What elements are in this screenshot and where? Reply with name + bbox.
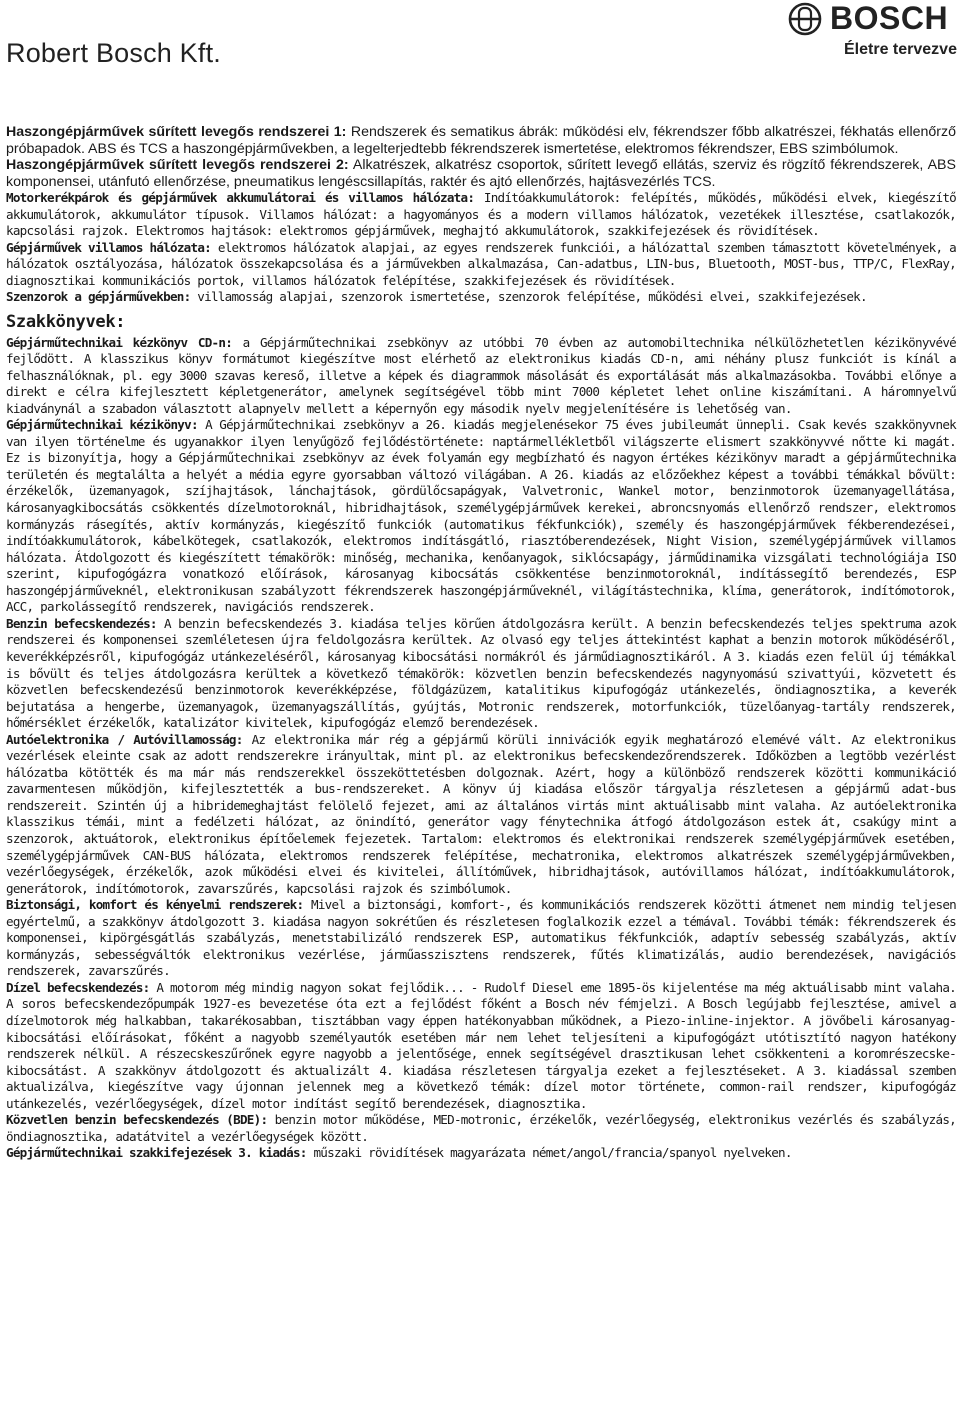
section-title: Szakkönyvek: [6, 312, 126, 333]
paragraph-text: Indítóakkumulátorok: felépítés, működés, működési elvek, kiegészítő akkumulátorok, akkumulátor típusok. Villamos hálózat: a hagyományos és a modern villamos hálózatok, vezetékek illesztése, csatlakozók, kapcsolási rajzok. Elektromos hajtások: elektromos gépjárművek, meghajtó akkumulátorok, szakkifejezések és rövidítések. [6, 190, 956, 239]
page-header [0, 0, 960, 90]
book-text: műszaki rövidítések magyarázata német/angol/francia/spanyol nyelveken. [306, 1145, 792, 1161]
book-title: Benzin befecskendezés: [6, 615, 157, 631]
book-title: Közvetlen benzin befecskendezés (BDE): [6, 1112, 268, 1128]
book-paragraph [6, 1112, 956, 1145]
book-paragraph [6, 732, 956, 897]
paragraph-title: Haszongépjárművek sűrített levegős rendszerei 1: [6, 124, 347, 140]
training-paragraph [6, 124, 956, 157]
book-title: Dízel befecskendezés: [6, 979, 150, 995]
paragraph-text: villamosság alapjai, szenzorok ismertetése, szenzorok felépítése, működési elvei, szakkifejezések. [190, 289, 867, 305]
book-text: A benzin befecskendezés 3. kiadása teljes körűen átdolgozásra került. A benzin befecskendezés teljes spektruma azok rendszerei és komponensei szemléletesen újra feldolgozásra kerültek. Az olvasó egy teljes áttekintést kaphat a benzin motorok működéséről, keverékképzésről, kipufogógáz utánkezeléséről, károsanyag kibocsátási normákról és járműdiagnosztikáról. A 3. kiadás ezen felül új témákkal is bővült és teljes átdolgozásra kerültek a következő témakörök: közvetlen benzin befecskendezés nagynyomású szivattyúi, közvetett és közvetlen befecskendezésű benzinmotorok keverékképzése, földgázüzem, katalitikus kipufogógáz utánkezelés, öndiagnosztika, a keverék bejutatása a hengerbe, üzemanyagok, üzemanyagszállítás, gyújtás, Motronic rendszerek, motorfunkciók, tüzelőanyag-tartály rendszerek, hőmérséklet érzékelők, katalizátor kivitelek, kipufogógáz elemző berendezések. [6, 615, 956, 731]
book-text: benzin motor működése, MED-motronic, érzékelők, vezérlőegység, elektronikus vezérlés és szabályzás, öndiagnosztika, adatátvitel a vezérlőegységek között. [6, 1112, 956, 1144]
book-title: Gépjárműtechnikai szakkifejezések 3. kiadás: [6, 1145, 307, 1161]
training-paragraph [6, 190, 956, 240]
logo-tagline: Életre tervezve [844, 41, 957, 58]
training-paragraph [6, 240, 956, 290]
paragraph-title: Szenzorok a gépjárművekben: [6, 289, 191, 305]
book-paragraph [6, 335, 956, 418]
book-text: Mivel a biztonsági, komfort-, és kommunikációs rendszerek közötti átmenet nem mindig teljesen egyértelmű, a szakkönyv átdolgozott 3. kiadása nagyon sokrétűen és részletesen foglalkozik ezzel a témával. További témák: fékrendszerek és komponensei, kipörgésgátlás szabályzás, menetstabilizáló rendszerek ESP, automatikus fékfunkciók, adaptív sebesség szabályzás, aktív kormányzás, sebességváltók elektronikus vezérlése, járműasszisztens rendszerek, fűtés klimatizálás, audio berendezések, navigációs rendszerek, zavarszűrés. [6, 897, 956, 979]
book-title: Autóelektronika / Autóvillamosság: [6, 731, 243, 747]
book-title: Gépjárműtechnikai kézikönyv: [6, 417, 198, 433]
book-text: A motorom még mindig nagyon sokat fejlődik... - Rudolf Diesel eme 1895-ös kijelentése ma még aktuálisabb mint valaha. A soros befecskendezőpumpák 1927-es bevezetése óta ezt a fejlődést főként a Bosch név fémjelzi. A Bosch legújabb fejlesztése, amivel a dízelmotorok még halkabban, takarékosabban, tisztábban vagy éppen hatékonyabban működnek, a Piezo-inline-injektor. A jövőbeli károsanyag-kibocsátási előírásokat, főként a nagyobb személyautók esetében már nem lehet teljesíteni a kipufogógázt utótisztító nagyon hatékony rendszerek nélkül. A részecskeszűrőnek egyre nagyobb a jelentősége, ennek segítségével drasztikusan lehet csökkenteni a koromrészecske-kibocsátást. A szakkönyv átdolgozott és aktualizált 4. kiadása részletesen tárgyalja ezeket a fejlesztéseket. A 3. kiadással szemben aktualizálva, kiegészítve vagy újonnan jelennek meg a következő témák: dízel motor története, common-rail rendszer, kipufogógáz utánkezelés, vezérlőegységek, dízel motor indítást segítő berendezések, diagnosztika. [6, 979, 956, 1111]
book-paragraph [6, 897, 956, 980]
document-body [6, 124, 956, 1162]
paragraph-title: Haszongépjárművek sűrített levegős rendszerei 2: [6, 157, 349, 174]
logo-wordmark: BOSCH [830, 0, 949, 36]
book-text: a Gépjárműtechnikai zsebkönyv az utóbbi 70 évben az automobiltechnika nélkülözhetetlen kézikönyvévé fejlődött. A klasszikus könyv formátumot kiegészítve most elérhető az elektronikus kiadás CD-n, ami néhány plusz funkciót is kínál a felhasználóknak, pl. egy 3000 szavas kereső, illetve a képek és diagrammok másolását és exportálását más alkalmazásokba. További előnye a direkt e célra kifejlesztett képletgenerátor, amelynek segítségével több mint 7000 képletet lehet online kiszámítani. A háromnyelvű kiadványnál a szabadon választott alapnyelv mellett a képernyőn egy második nyelv megjelenítésére is lehetőség van. [6, 334, 956, 416]
bosch-logo [788, 0, 960, 64]
paragraph-text: Rendszerek és sematikus ábrák: működési elv, fékrendszer főbb alkatrészei, fékhatás ellenőrző próbapadok. ABS és TCS a haszongépjárművekben, a legelterjedtebb fékrendszerek ismertetése, elektromos fékrendszer, EBS szimbólumok. [6, 124, 956, 157]
company-name: Robert Bosch Kft. [6, 38, 221, 68]
book-paragraph [6, 417, 956, 616]
bosch-armature-icon [788, 2, 822, 36]
book-paragraph [6, 616, 956, 732]
paragraph-text: Alkatrészek, alkatrész csoportok, sűrített levegő ellátás, szerviz és rögzítő fékrendszerek, ABS komponensei, utánfutó ellenőrzése, pneumatikus lengéscsillapítás, raktér és ajtó ellenőrzés, hajtásvezérlés TCS. [6, 157, 956, 190]
book-title: Biztonsági, komfort és kényelmi rendszerek: [6, 897, 304, 913]
book-title: Gépjárműtechnikai kézkönyv CD-n: [6, 334, 233, 350]
training-paragraph [6, 289, 956, 306]
paragraph-text: elektromos hálózatok alapjai, az egyes rendszerek funkciói, a hálózattal szemben támasztott követelmények, a hálózatok osztályozása, hálózatok összekapcsolása és a járművekben alkalmazása, Can-adatbus, LIN-bus, Bluetooth, MOST-bus, TTP/C, FlexRay, diagnosztikai kommunikációs portok, villamos hálózatok felépítése, szakkifejezések és rövidítések. [6, 239, 956, 288]
book-paragraph [6, 1145, 956, 1162]
book-paragraph [6, 980, 956, 1112]
book-text: A Gépjárműtechnikai zsebkönyv a 26. kiadás megjelenésekor 75 éves jubileumát ünnepli. Csak kevés szakkönyvnek van ilyen történelme és ugyanakkor ilyen lenyűgöző fejlődéstörténete: naptármellékletből világszerte elismert szakkönyvvé nőtte ki magát. Ez is bizonyítja, hogy a Gépjárműtechnikai zsebkönyv az évek folyamán egy megbízható és nagyon értékes kézikönyv maradt a gépjárműtechnika területén és megtalálta a helyét a média egyre gyorsabban változó világában. A 26. kiadás az előzőekhez képest a további témákkal bővült: érzékelők, üzemanyagok, szíjhajtások, lánchajtások, gördülőcsapágyak, Valvetronic, Wankel motor, benzinmotorok üzemanyagellátása, károsanyagkibocsátás csökkentés dízelmotoroknál, hibridhajtások, személygépjárművek kerekei, abroncsnyomás ellenőrző rendszer, elektromos kormányzás rásegítés, aktív kormányzás, kiegészítő funkciók (automatikus fékfunkciók), személy és haszongépjárművek fékberendezései, indítóakkumulátorok, kábelkötegek, csatlakozók, elektromos indításgátló, riasztóberendezések, Night Vision, személygépjárművek villamos hálózata. Átdolgozott és kiegészített témakörök: minőség, mechanika, kenőanyagok, siklócsapágy, járműdinamika vizsgálati technológiája ISO szerint, kipufogógázra vonatkozó előírások, károsanyag kibocsátás csökkentése benzinmotoroknál, indítássegítő berendezés, ESP haszongépjárműveknél, elektronikusan szabályzott fékrendszerek haszongépjárműveknél, világítástechnika, klíma, generátorok, indítómotorok, ACC, parkolássegítő rendszerek, navigációs rendszerek. [6, 417, 956, 615]
paragraph-title: Motorkerékpárok és gépjárművek akkumulátorai és villamos hálózata: [6, 190, 475, 206]
book-text: Az elektronika már rég a gépjármű körüli innivációk egyik meghatározó elemévé vált. Az elektronikus vezérlések eleinte csak az adott rendszerekre irányultak, mint pl. az elektronikus befecskendezőrendszerek. Időközben a legtöbb vezérlést hálózatba kötötték és ma már más rendszerekkel összeköttetésben dolgoznak. Azért, hogy a különböző rendszerek közötti kommunikáció zavarmentesen működjön, kifejlesztették a bus-rendszereket. A könyv új kiadása először tárgyalja részletesen a gépjármű adat-bus rendszereit. Szintén új a hibridemeghajtást felölelő fejezet, ami az általános virtás mint aktuálisabb mint valaha. Az autóelektronika klasszikus témái, mint a fedélzeti hálózat, az önindító, generátor vagy fénytechnika átfogó átdolgozáson estek át, csakúgy mint a szenzorok, aktuátorok, elektronikus építőelemek fejezetek. Tartalom: elektromos és elektronikai rendszerek személygépjárművek esetében, személygépjárművek CAN-BUS hálózata, elektromos rendszerek felépítése, mechatronika, elektromos alkatrészek személygépjárművekben, vezérlőegységek, érzékelők, azok működési elvei és kivitelei, állítóművek, hibridhajtások, autóvillamos hálózat, indítóakkumulátorok, generátorok, indítómotorok, zavarszűrés, kapcsolási rajzok és szimbólumok. [6, 731, 956, 896]
training-paragraph [6, 157, 956, 190]
paragraph-title: Gépjárművek villamos hálózata: [6, 239, 212, 255]
